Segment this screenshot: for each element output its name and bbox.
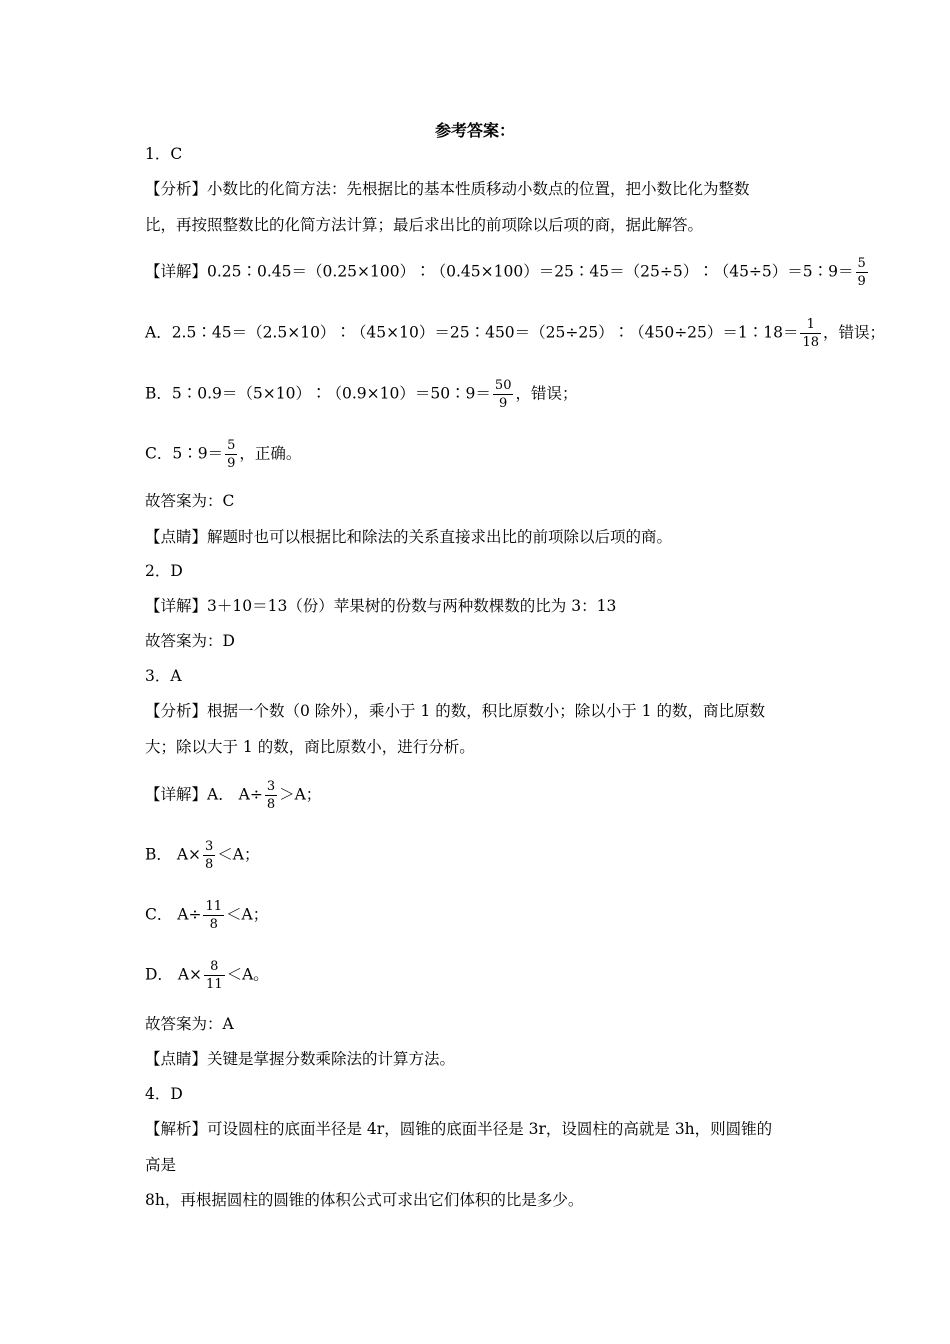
fraction-denominator: 9: [227, 456, 236, 471]
answer-3-analysis-line-1: 【分析】根据一个数（0 除外），乘小于 1 的数，积比原数小；除以小于 1 的数，商比原数: [145, 702, 765, 720]
answer-1-option-a: [145, 318, 885, 349]
fraction-numerator: 11: [205, 899, 223, 914]
answer-1-analysis-line-1: 【分析】小数比的化简方法：先根据比的基本性质移动小数点的位置，把小数比化为整数: [145, 180, 750, 198]
detail-text: 【详解】A． A÷: [145, 785, 263, 804]
option-text: C． A÷: [145, 905, 202, 924]
fraction-denominator: 8: [266, 797, 276, 812]
option-suffix: ＜A；: [226, 905, 269, 924]
fraction: [800, 318, 821, 349]
answer-4-explanation-line-2: 高是: [145, 1156, 177, 1174]
option-suffix: ，错误；: [823, 323, 886, 342]
option-text: B． A×: [145, 845, 201, 864]
answer-3-option-c: [145, 900, 268, 931]
fraction: [493, 379, 514, 410]
fraction: [204, 960, 225, 991]
answer-2-result: 故答案为：D: [145, 632, 235, 650]
option-suffix: ＜A。: [226, 965, 269, 984]
answer-1-option-c: [145, 439, 301, 470]
fraction: [225, 439, 237, 470]
option-text: A．2.5∶45＝（2.5×10）∶（45×10）＝25∶450＝（25÷25）∶（450÷25）＝1∶18＝: [145, 323, 799, 342]
fraction-denominator: 9: [493, 394, 514, 410]
fraction-numerator: 8: [210, 959, 219, 974]
answer-3-number: 3．A: [145, 667, 182, 685]
option-suffix: ＜A；: [217, 845, 260, 864]
answer-4-explanation-line-3: 8h，再根据圆柱的圆锥的体积公式可求出它们体积的比是多少。: [145, 1191, 584, 1209]
page-title: 参考答案：: [434, 121, 515, 140]
answer-2-detail: 【详解】3＋10＝13（份）苹果树的份数与两种数棵数的比为 3：13: [145, 597, 617, 615]
detail-suffix: ＞A；: [279, 785, 322, 804]
fraction: [856, 257, 868, 288]
answer-3-remark: 【点睛】关键是掌握分数乘除法的计算方法。: [145, 1050, 456, 1068]
answer-3-analysis-line-2: 大；除以大于 1 的数，商比原数小，进行分析。: [145, 738, 475, 756]
answer-1-analysis-line-2: 比，再按照整数比的化简方法计算；最后求出比的前项除以后项的商，据此解答。: [145, 216, 704, 234]
answer-1-result: 故答案为：C: [145, 492, 235, 510]
option-text: D． A×: [145, 965, 203, 984]
fraction-denominator: 11: [206, 977, 223, 992]
fraction-numerator: 1: [806, 317, 815, 332]
fraction-numerator: 5: [227, 438, 236, 453]
answer-4-explanation-line-1: 【解析】可设圆柱的底面半径是 4r，圆锥的底面半径是 3r，设圆柱的高就是 3h，则圆锥的: [145, 1120, 773, 1138]
answer-4-number: 4．D: [145, 1085, 183, 1103]
fraction-denominator: 8: [203, 915, 224, 931]
fraction: [265, 780, 277, 811]
fraction-numerator: 3: [205, 839, 214, 854]
detail-text: 【详解】0.25∶0.45＝（0.25×100）∶（0.45×100）＝25∶45＝（25÷5）∶（45÷5）＝5∶9＝: [145, 262, 854, 281]
fraction: [203, 900, 224, 931]
option-suffix: ，正确。: [239, 444, 302, 463]
answer-3-option-d: [145, 960, 269, 991]
option-suffix: ，错误；: [515, 384, 578, 403]
answer-3-result: 故答案为：A: [145, 1015, 234, 1033]
answer-3-detail-a: [145, 780, 321, 811]
answer-1-detail: [145, 257, 870, 288]
answer-1-number: 1．C: [145, 145, 183, 163]
option-text: B．5∶0.9＝（5×10）∶（0.9×10）＝50∶9＝: [145, 384, 491, 403]
answer-1-option-b: [145, 379, 577, 410]
answer-2-number: 2．D: [145, 562, 183, 580]
answer-3-option-b: [145, 840, 259, 871]
fraction-denominator: 8: [205, 857, 214, 872]
option-text: C．5∶9＝: [145, 444, 224, 463]
fraction-numerator: 5: [857, 256, 866, 271]
fraction-denominator: 9: [857, 274, 866, 289]
fraction-numerator: 3: [266, 779, 276, 794]
fraction-denominator: 18: [802, 335, 820, 350]
answer-1-remark: 【点睛】解题时也可以根据比和除法的关系直接求出比的前项除以后项的商。: [145, 528, 673, 546]
fraction-numerator: 50: [494, 378, 512, 393]
fraction: [203, 840, 215, 871]
